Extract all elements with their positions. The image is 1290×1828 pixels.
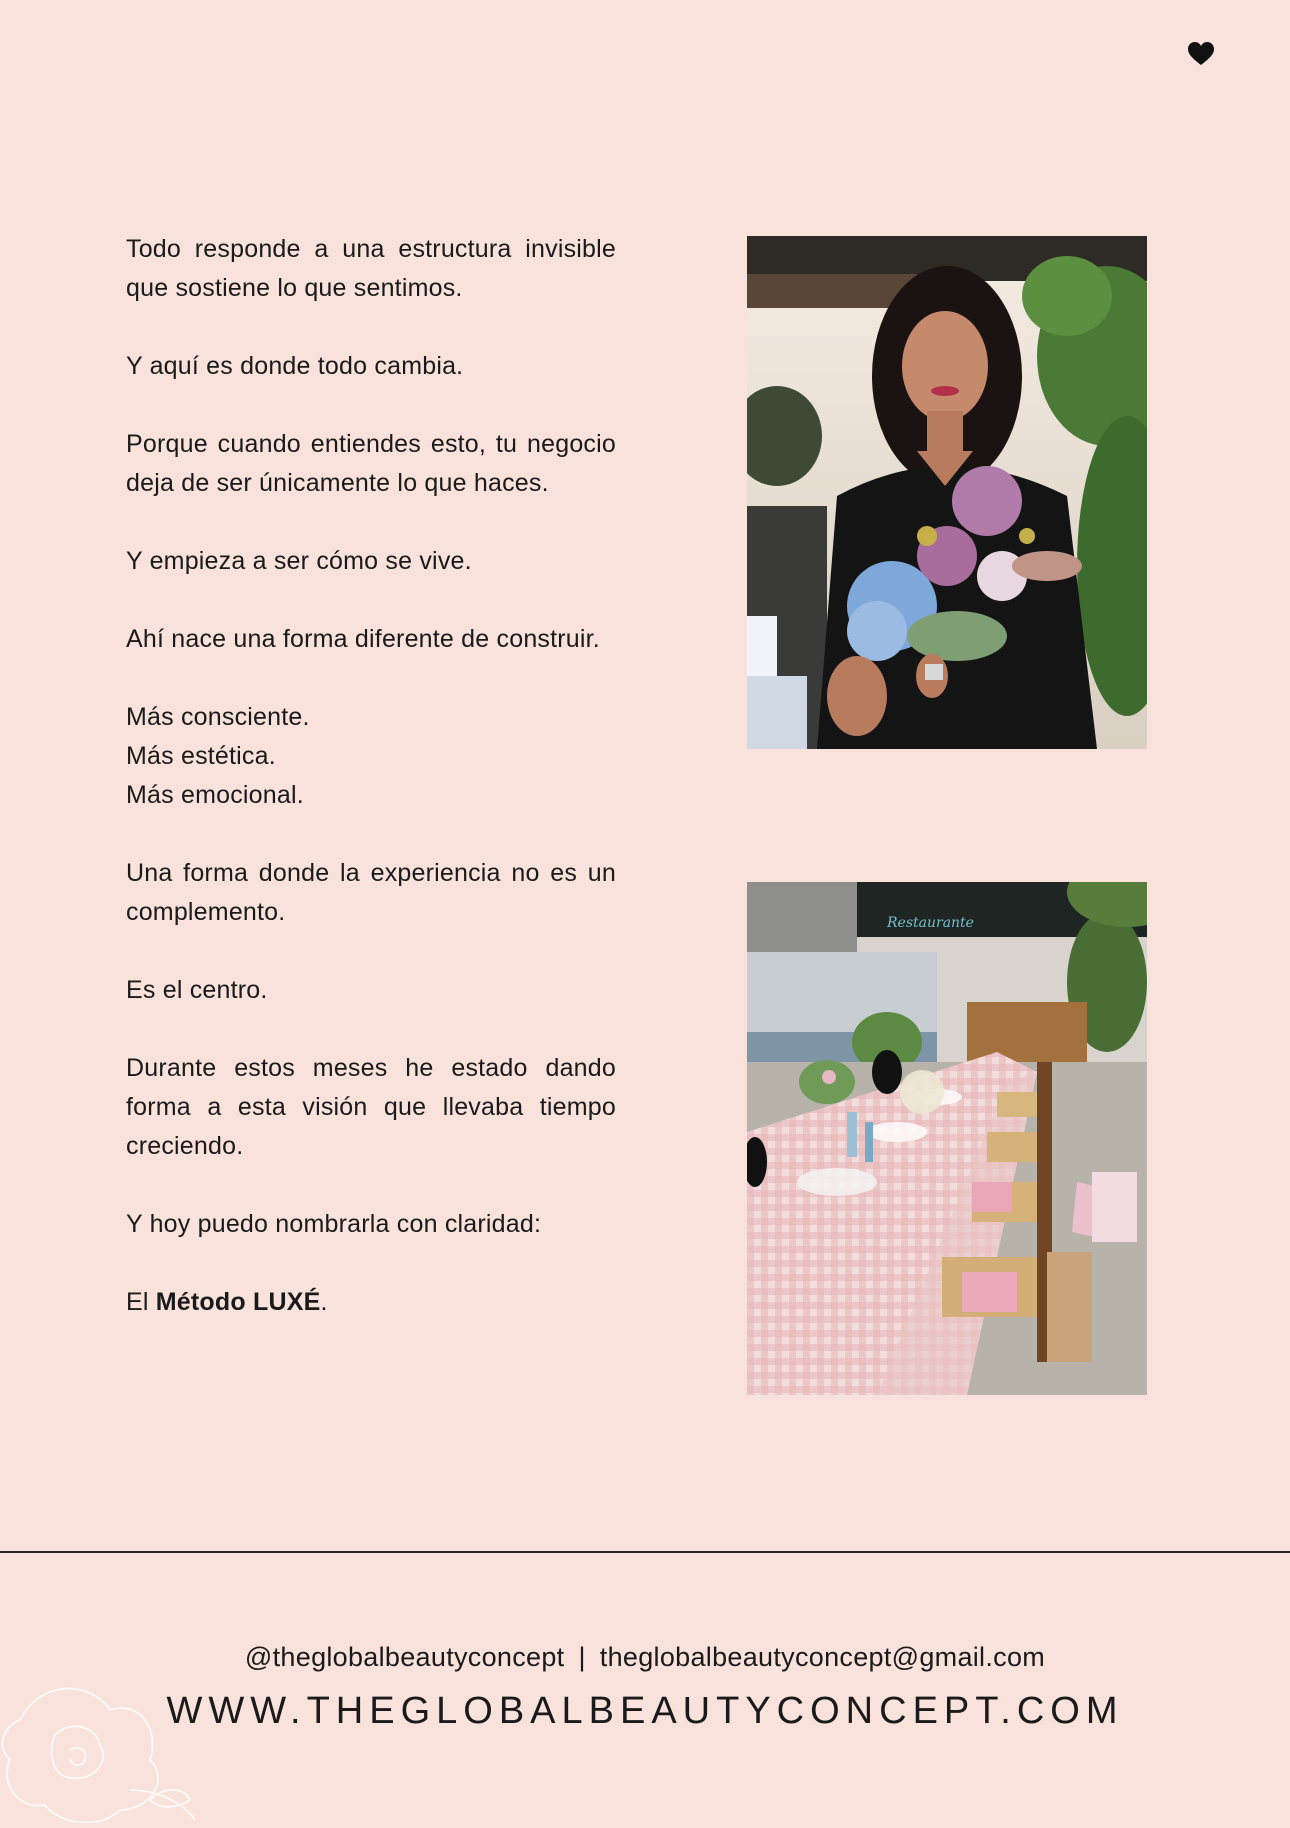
footer-divider xyxy=(0,1551,1290,1553)
paragraph-5: Ahí nace una forma diferente de construir. xyxy=(126,625,600,653)
quality-line-2: Más estética. xyxy=(126,742,276,770)
photo-dining-table xyxy=(747,882,1147,1395)
paragraph-9: Y hoy puedo nombrarla con claridad: xyxy=(126,1210,542,1238)
email-address[interactable]: theglobalbeautyconcept@gmail.com xyxy=(599,1642,1046,1672)
svg-text:Restaurante: Restaurante xyxy=(887,915,974,931)
method-name: Método LUXÉ xyxy=(155,1288,321,1316)
paragraph-7: Es el centro. xyxy=(126,976,268,1004)
quality-line-3: Más emocional. xyxy=(126,781,304,809)
closing-line xyxy=(126,1283,616,1322)
heart-icon xyxy=(1188,42,1214,66)
photo-woman-bouquet xyxy=(747,236,1147,749)
contact-separator: | xyxy=(578,1642,586,1672)
qualities-list xyxy=(126,698,616,815)
flower-outline-icon xyxy=(0,1660,200,1823)
paragraph-2: Y aquí es donde todo cambia. xyxy=(126,352,464,380)
quality-line-1: Más consciente. xyxy=(126,703,310,731)
paragraph-4: Y empieza a ser cómo se vive. xyxy=(126,547,472,575)
paragraph-6: Una forma donde la experiencia no es un complemento. xyxy=(126,859,616,926)
website-url[interactable]: WWW.THEGLOBALBEAUTYCONCEPT.COM xyxy=(166,1690,1124,1732)
paragraph-8: Durante estos meses he estado dando forma a esta visión que llevaba tiempo creciendo. xyxy=(126,1054,616,1160)
instagram-handle[interactable]: @theglobalbeautyconcept xyxy=(244,1642,565,1672)
body-text xyxy=(126,230,616,1361)
paragraph-3: Porque cuando entiendes esto, tu negocio deja de ser únicamente lo que haces. xyxy=(126,430,616,497)
paragraph-1: Todo responde a una estructura invisible que sostiene lo que sentimos. xyxy=(126,235,616,302)
closing-suffix: . xyxy=(320,1288,328,1316)
closing-prefix: El xyxy=(126,1288,156,1316)
